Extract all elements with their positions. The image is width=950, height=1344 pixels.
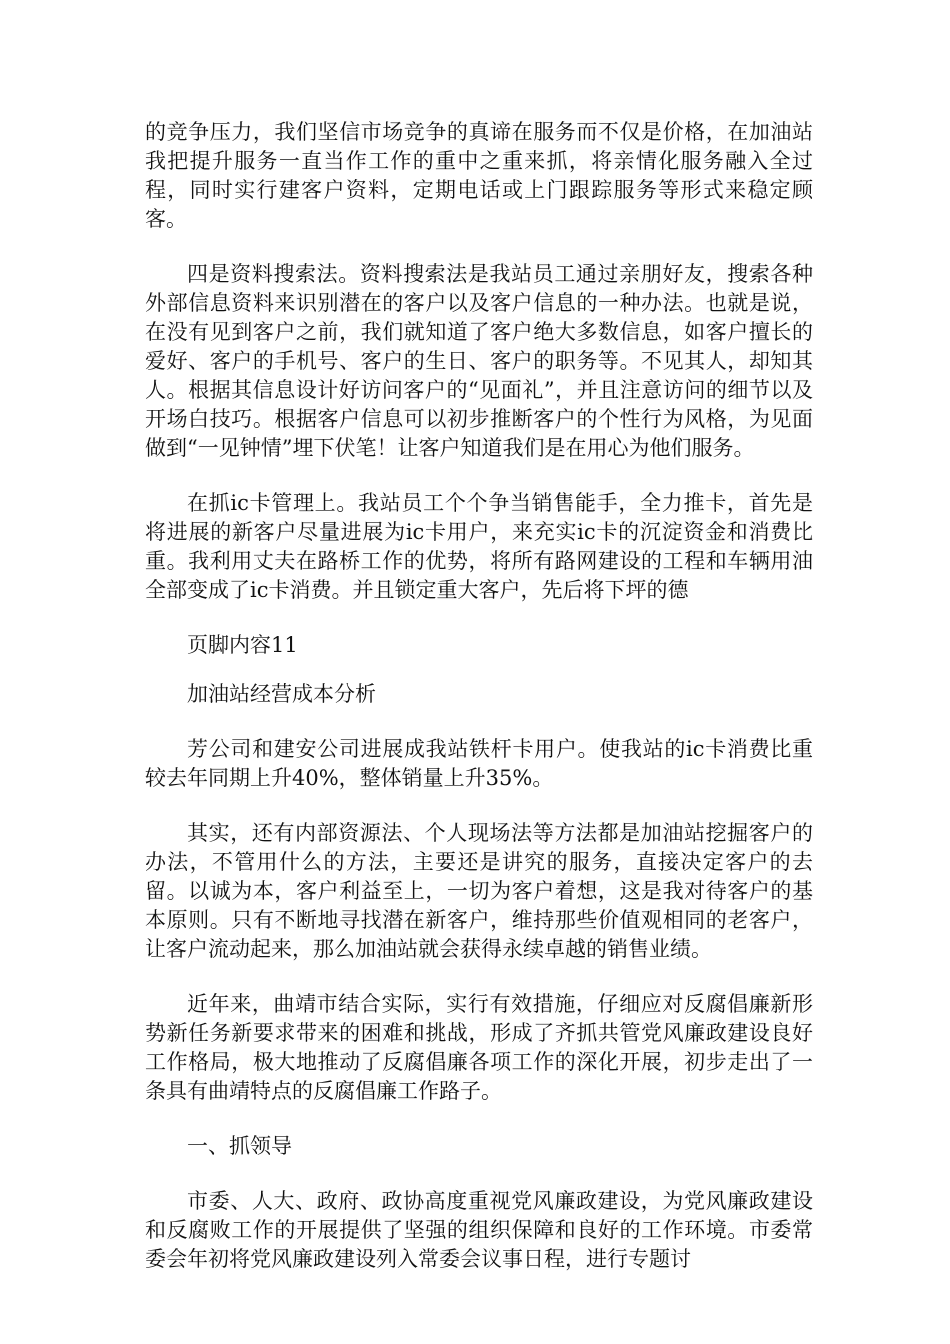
paragraph-ic-card-management: 在抓ic卡管理上。我站员工个个争当销售能手，全力推卡，首先是将进展的新客户尽量进展为ic卡用户，来充实ic卡的沉淀资金和消费比重。我利用丈夫在路桥工作的优势，将所有路网建设的工程和车辆用油全部变成了ic卡消费。并且锁定重大客户，先后将下坪的德 — [145, 491, 813, 602]
paragraph-spacer — [145, 463, 813, 489]
paragraph-spacer — [145, 964, 813, 990]
paragraph-leadership-detail: 市委、人大、政府、政协高度重视党风廉政建设，为党风廉政建设和反腐败工作的开展提供了坚强的组织保障和良好的工作环境。市委常委会年初将党风廉政建设列入常委会议事日程，进行专题讨 — [145, 1189, 813, 1271]
paragraph-spacer — [145, 234, 813, 260]
paragraph-spacer — [145, 605, 813, 631]
paragraph-spacer — [145, 709, 813, 735]
paragraph-competition-service: 的竞争压力，我们坚信市场竞争的真谛在服务而不仅是价格，在加油站我把提升服务一直当作工作的重中之重来抓，将亲情化服务融入全过程，同时实行建客户资料，定期电话或上门跟踪服务等形式来稳定顾客。 — [145, 120, 813, 231]
paragraph-spacer — [145, 1106, 813, 1132]
paragraph-spacer — [145, 660, 813, 680]
paragraph-card-users-result: 芳公司和建安公司进展成我站铁杆卡用户。使我站的ic卡消费比重较去年同期上升40%，整体销量上升35%。 — [145, 737, 813, 790]
page-footer-text: 页脚内容11 — [187, 633, 298, 657]
paragraph-other-methods: 其实，还有内部资源法、个人现场法等方法都是加油站挖掘客户的办法，不管用什么的方法，主要还是讲究的服务，直接决定客户的去留。以诚为本，客户利益至上，一切为客户着想，这是我对待客户的基本原则。只有不断地寻找潜在新客户，维持那些价值观相同的老客户，让客户流动起来，那么加油站就会获得永续卓越的销售业绩。 — [145, 821, 813, 961]
section-heading-leadership: 一、抓领导 — [187, 1134, 292, 1158]
page-header-title: 加油站经营成本分析 — [187, 682, 376, 706]
document-page — [145, 118, 813, 1274]
paragraph-spacer — [145, 793, 813, 819]
paragraph-spacer — [145, 1161, 813, 1187]
paragraph-qujing-anti-corruption: 近年来，曲靖市结合实际，实行有效措施，仔细应对反腐倡廉新形势新任务新要求带来的困难和挑战，形成了齐抓共管党风廉政建设良好工作格局，极大地推动了反腐倡廉各项工作的深化开展，初步走出了一条具有曲靖特点的反腐倡廉工作路子。 — [145, 992, 813, 1103]
paragraph-data-search-method: 四是资料搜索法。资料搜索法是我站员工通过亲朋好友，搜索各种外部信息资料来识别潜在的客户以及客户信息的一种办法。也就是说，在没有见到客户之前，我们就知道了客户绝大多数信息，如客户擅长的爱好、客户的手机号、客户的生日、客户的职务等。不见其人，却知其人。根据其信息设计好访问客户的“见面礼”，并且注意访问的细节以及开场白技巧。根据客户信息可以初步推断客户的个性行为风格，为见面做到“一见钟情”埋下伏笔！让客户知道我们是在用心为他们服务。 — [145, 262, 813, 460]
